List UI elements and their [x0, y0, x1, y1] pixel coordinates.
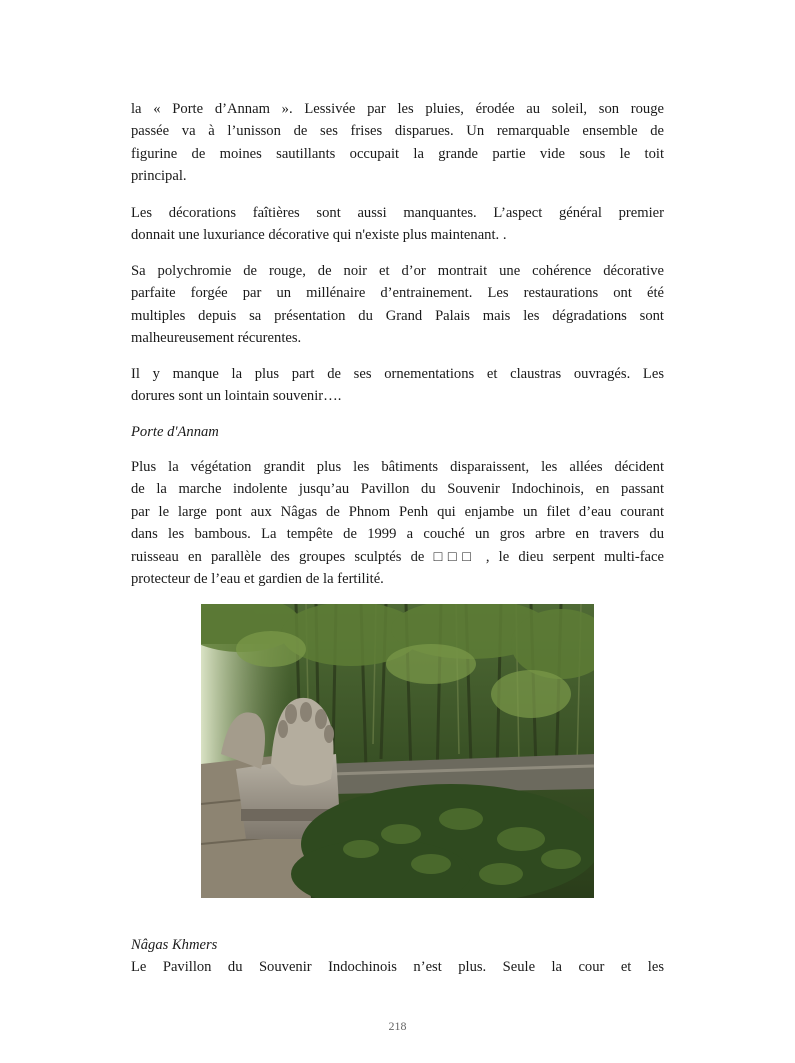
text-line: la « Porte d’Annam ». Lessivée par les pluies, érodée au soleil, son rouge: [131, 101, 664, 117]
text-line: dans les bambous. La tempête de 1999 a couché un gros arbre en travers du: [131, 526, 664, 543]
text-line: passée va à l’unisson de ses frises disparues. Un remarquable ensemble de: [131, 123, 664, 140]
photo-naga-bridge: [201, 604, 594, 898]
text-line: ruisseau en parallèle des groupes sculptés de □□□ , le dieu serpent multi-face: [131, 548, 664, 565]
text-line: parfaite forgée par un millénaire d’entrainement. Les restaurations ont été: [131, 285, 664, 302]
text-line: Le Pavillon du Souvenir Indochinois n’est plus. Seule la cour et les: [131, 959, 664, 975]
text-line: Les décorations faîtières sont aussi manquantes. L’aspect général premier: [131, 205, 664, 221]
text-line: par le large pont aux Nâgas de Phnom Penh qui enjambe un filet d’eau courant: [131, 503, 664, 520]
caption-nagas-khmers: Nâgas Khmers: [131, 937, 218, 953]
paragraph-1: [131, 98, 664, 188]
text-line: malheureusement récurentes.: [131, 330, 302, 347]
text-line: Plus la végétation grandit plus les bâtiments disparaissent, les allées décident: [131, 459, 664, 475]
text-line: donnait une luxuriance décorative qui n'existe plus maintenant. .: [131, 227, 507, 244]
text-line: Il y manque la plus part de ses ornementations et claustras ouvragés. Les: [131, 366, 664, 382]
paragraph-2: [131, 202, 664, 247]
text-line: figurine de moines sautillants occupait la grande partie vide sous le toit: [131, 145, 664, 162]
text-line: dorures sont un lointain souvenir….: [131, 388, 342, 405]
page-number: 218: [388, 1019, 407, 1033]
paragraph-3: [131, 260, 664, 350]
paragraph-6: [131, 956, 664, 978]
paragraph-5: [131, 456, 664, 590]
text-line: de la marche indolente jusqu’au Pavillon du Souvenir Indochinois, en passant: [131, 481, 664, 498]
text-line: principal.: [131, 168, 187, 185]
caption-porte-annam: Porte d'Annam: [131, 424, 219, 440]
paragraph-4: [131, 363, 664, 408]
text-line: Sa polychromie de rouge, de noir et d’or montrait une cohérence décorative: [131, 263, 664, 279]
text-line: protecteur de l’eau et gardien de la fertilité.: [131, 571, 384, 588]
text-line: multiples depuis sa présentation du Grand Palais mais les dégradations sont: [131, 307, 664, 324]
